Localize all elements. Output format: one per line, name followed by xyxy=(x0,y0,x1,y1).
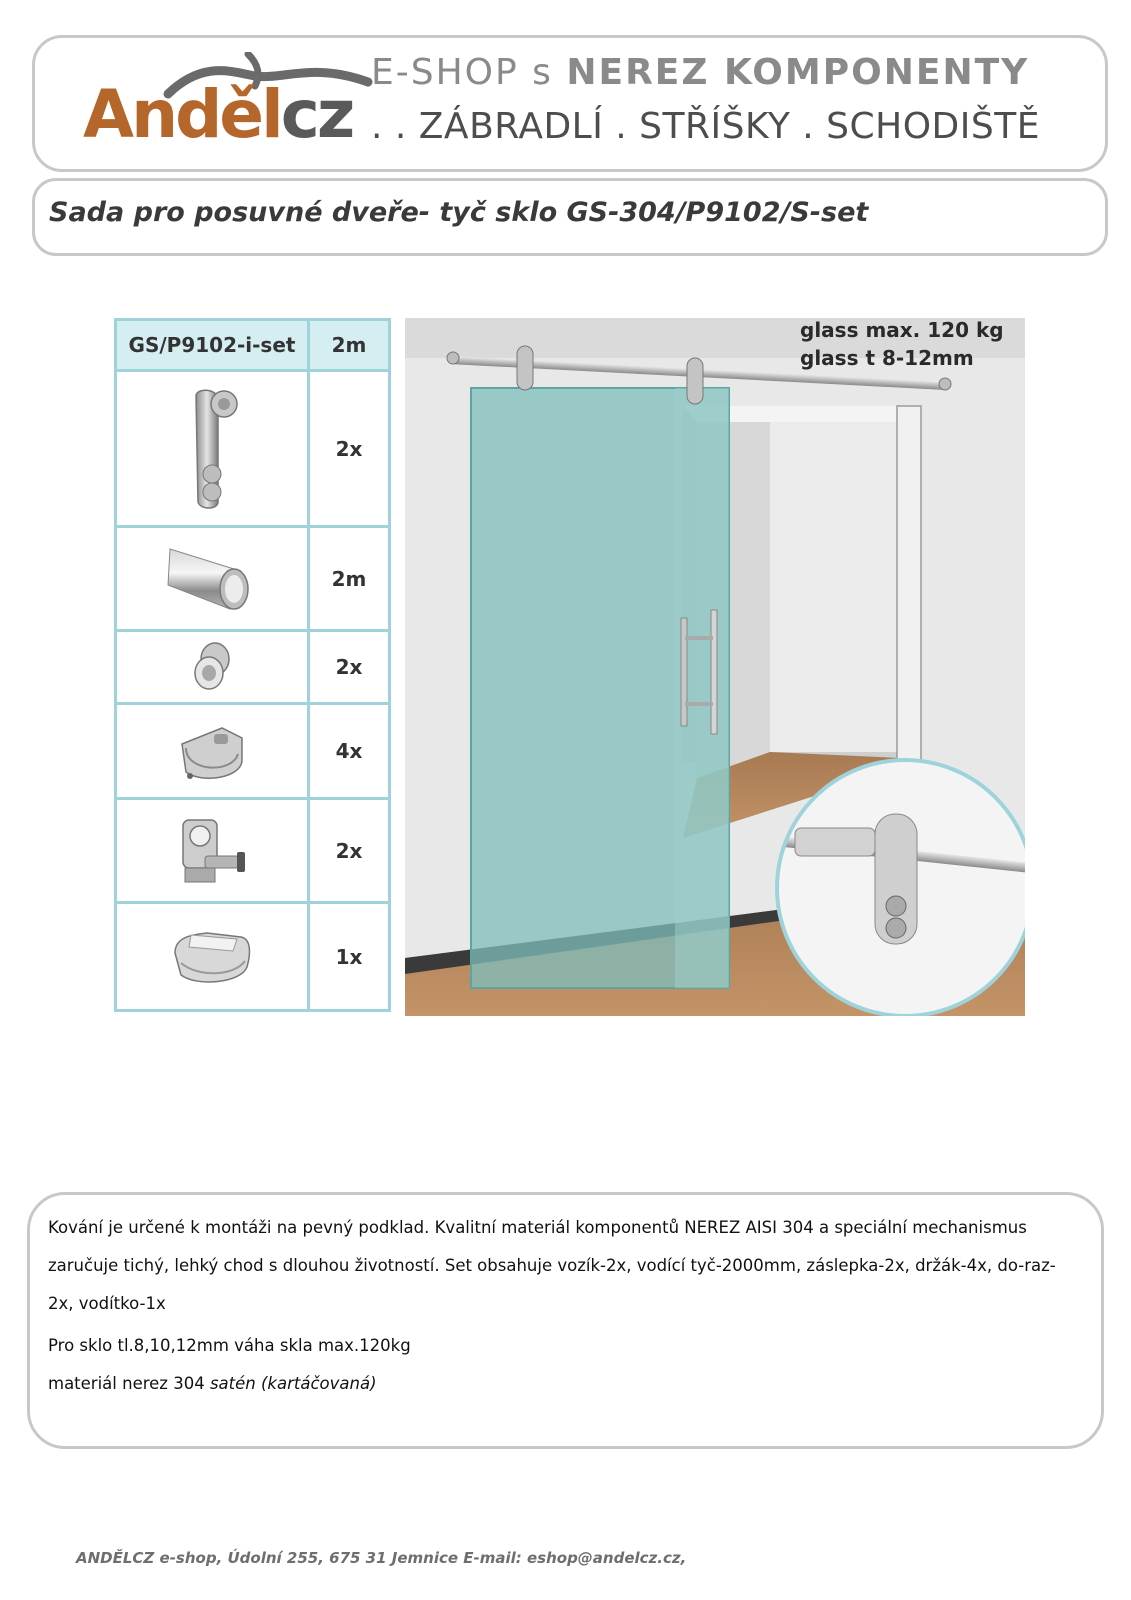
spec-glass-weight: glass max. 120 kg xyxy=(800,318,1004,342)
table-cell-qty: 1x xyxy=(309,903,390,1011)
table-header-row xyxy=(116,320,390,371)
logo-suffix-text: cz xyxy=(280,76,353,153)
table-cell-qty: 2x xyxy=(309,631,390,704)
footer-contact: ANDĚLCZ e-shop, Údolní 255, 675 31 Jemnice E-mail: eshop@andelcz.cz, xyxy=(76,1549,687,1567)
table-cell-image xyxy=(116,527,309,631)
table-row xyxy=(116,527,390,631)
product-title: Sada pro posuvné dveře- tyč sklo GS-304/P9102/S-set xyxy=(49,197,869,228)
table-row xyxy=(116,903,390,1011)
table-cell-image xyxy=(116,704,309,799)
sliding-door-illustration xyxy=(405,318,1025,1016)
tagline-prefix: E-SHOP s xyxy=(371,52,567,93)
parts-table xyxy=(114,318,391,1012)
table-header-qty: 2m xyxy=(309,320,390,371)
guide-rod-icon xyxy=(162,539,262,619)
tagline-line1 xyxy=(371,52,1029,93)
material-prefix: materiál nerez 304 xyxy=(48,1374,210,1393)
table-cell-qty: 4x xyxy=(309,704,390,799)
tagline-bold: NEREZ KOMPONENTY xyxy=(566,52,1030,93)
table-header-set-name: GS/P9102-i-set xyxy=(116,320,309,371)
table-cell-image xyxy=(116,631,309,704)
tagline-line2: . . ZÁBRADLÍ . STŘÍŠKY . SCHODIŠTĚ xyxy=(371,106,1040,147)
sliding-door-scene xyxy=(405,318,1025,1016)
table-cell-qty: 2x xyxy=(309,371,390,527)
wall-bracket-icon xyxy=(172,714,252,789)
spec-glass-thickness: glass t 8-12mm xyxy=(800,346,974,370)
table-row xyxy=(116,631,390,704)
table-cell-image xyxy=(116,371,309,527)
floor-guide-icon xyxy=(167,917,257,997)
andelcz-logo[interactable] xyxy=(83,50,383,160)
table-row xyxy=(116,371,390,527)
door-stop-icon xyxy=(167,806,257,896)
table-row xyxy=(116,704,390,799)
roller-carriage-icon xyxy=(172,384,252,514)
material-text xyxy=(48,1365,1078,1403)
table-row xyxy=(116,799,390,903)
end-cap-icon xyxy=(187,639,237,695)
glass-spec-text: Pro sklo tl.8,10,12mm váha skla max.120kg xyxy=(48,1336,411,1355)
table-cell-qty: 2x xyxy=(309,799,390,903)
description-box xyxy=(27,1192,1104,1449)
header-banner xyxy=(32,35,1108,172)
table-cell-image xyxy=(116,903,309,1011)
description-paragraph: Kování je určené k montáži na pevný podklad. Kvalitní materiál komponentů NEREZ AISI 304 a speciální mechanismus zaručuje tichý, lehký chod s dlouhou životností. Set obsahuje vozík-2x, vodící tyč-2000mm, záslepka-2x, držák-4x, do-raz-2x, vodítko-1x xyxy=(48,1218,1056,1313)
table-cell-image xyxy=(116,799,309,903)
logo-wordmark xyxy=(83,76,352,153)
product-title-box xyxy=(32,178,1108,256)
table-cell-qty: 2m xyxy=(309,527,390,631)
logo-main-text: Anděl xyxy=(83,76,281,153)
material-finish: satén (kartáčovaná) xyxy=(209,1374,377,1393)
